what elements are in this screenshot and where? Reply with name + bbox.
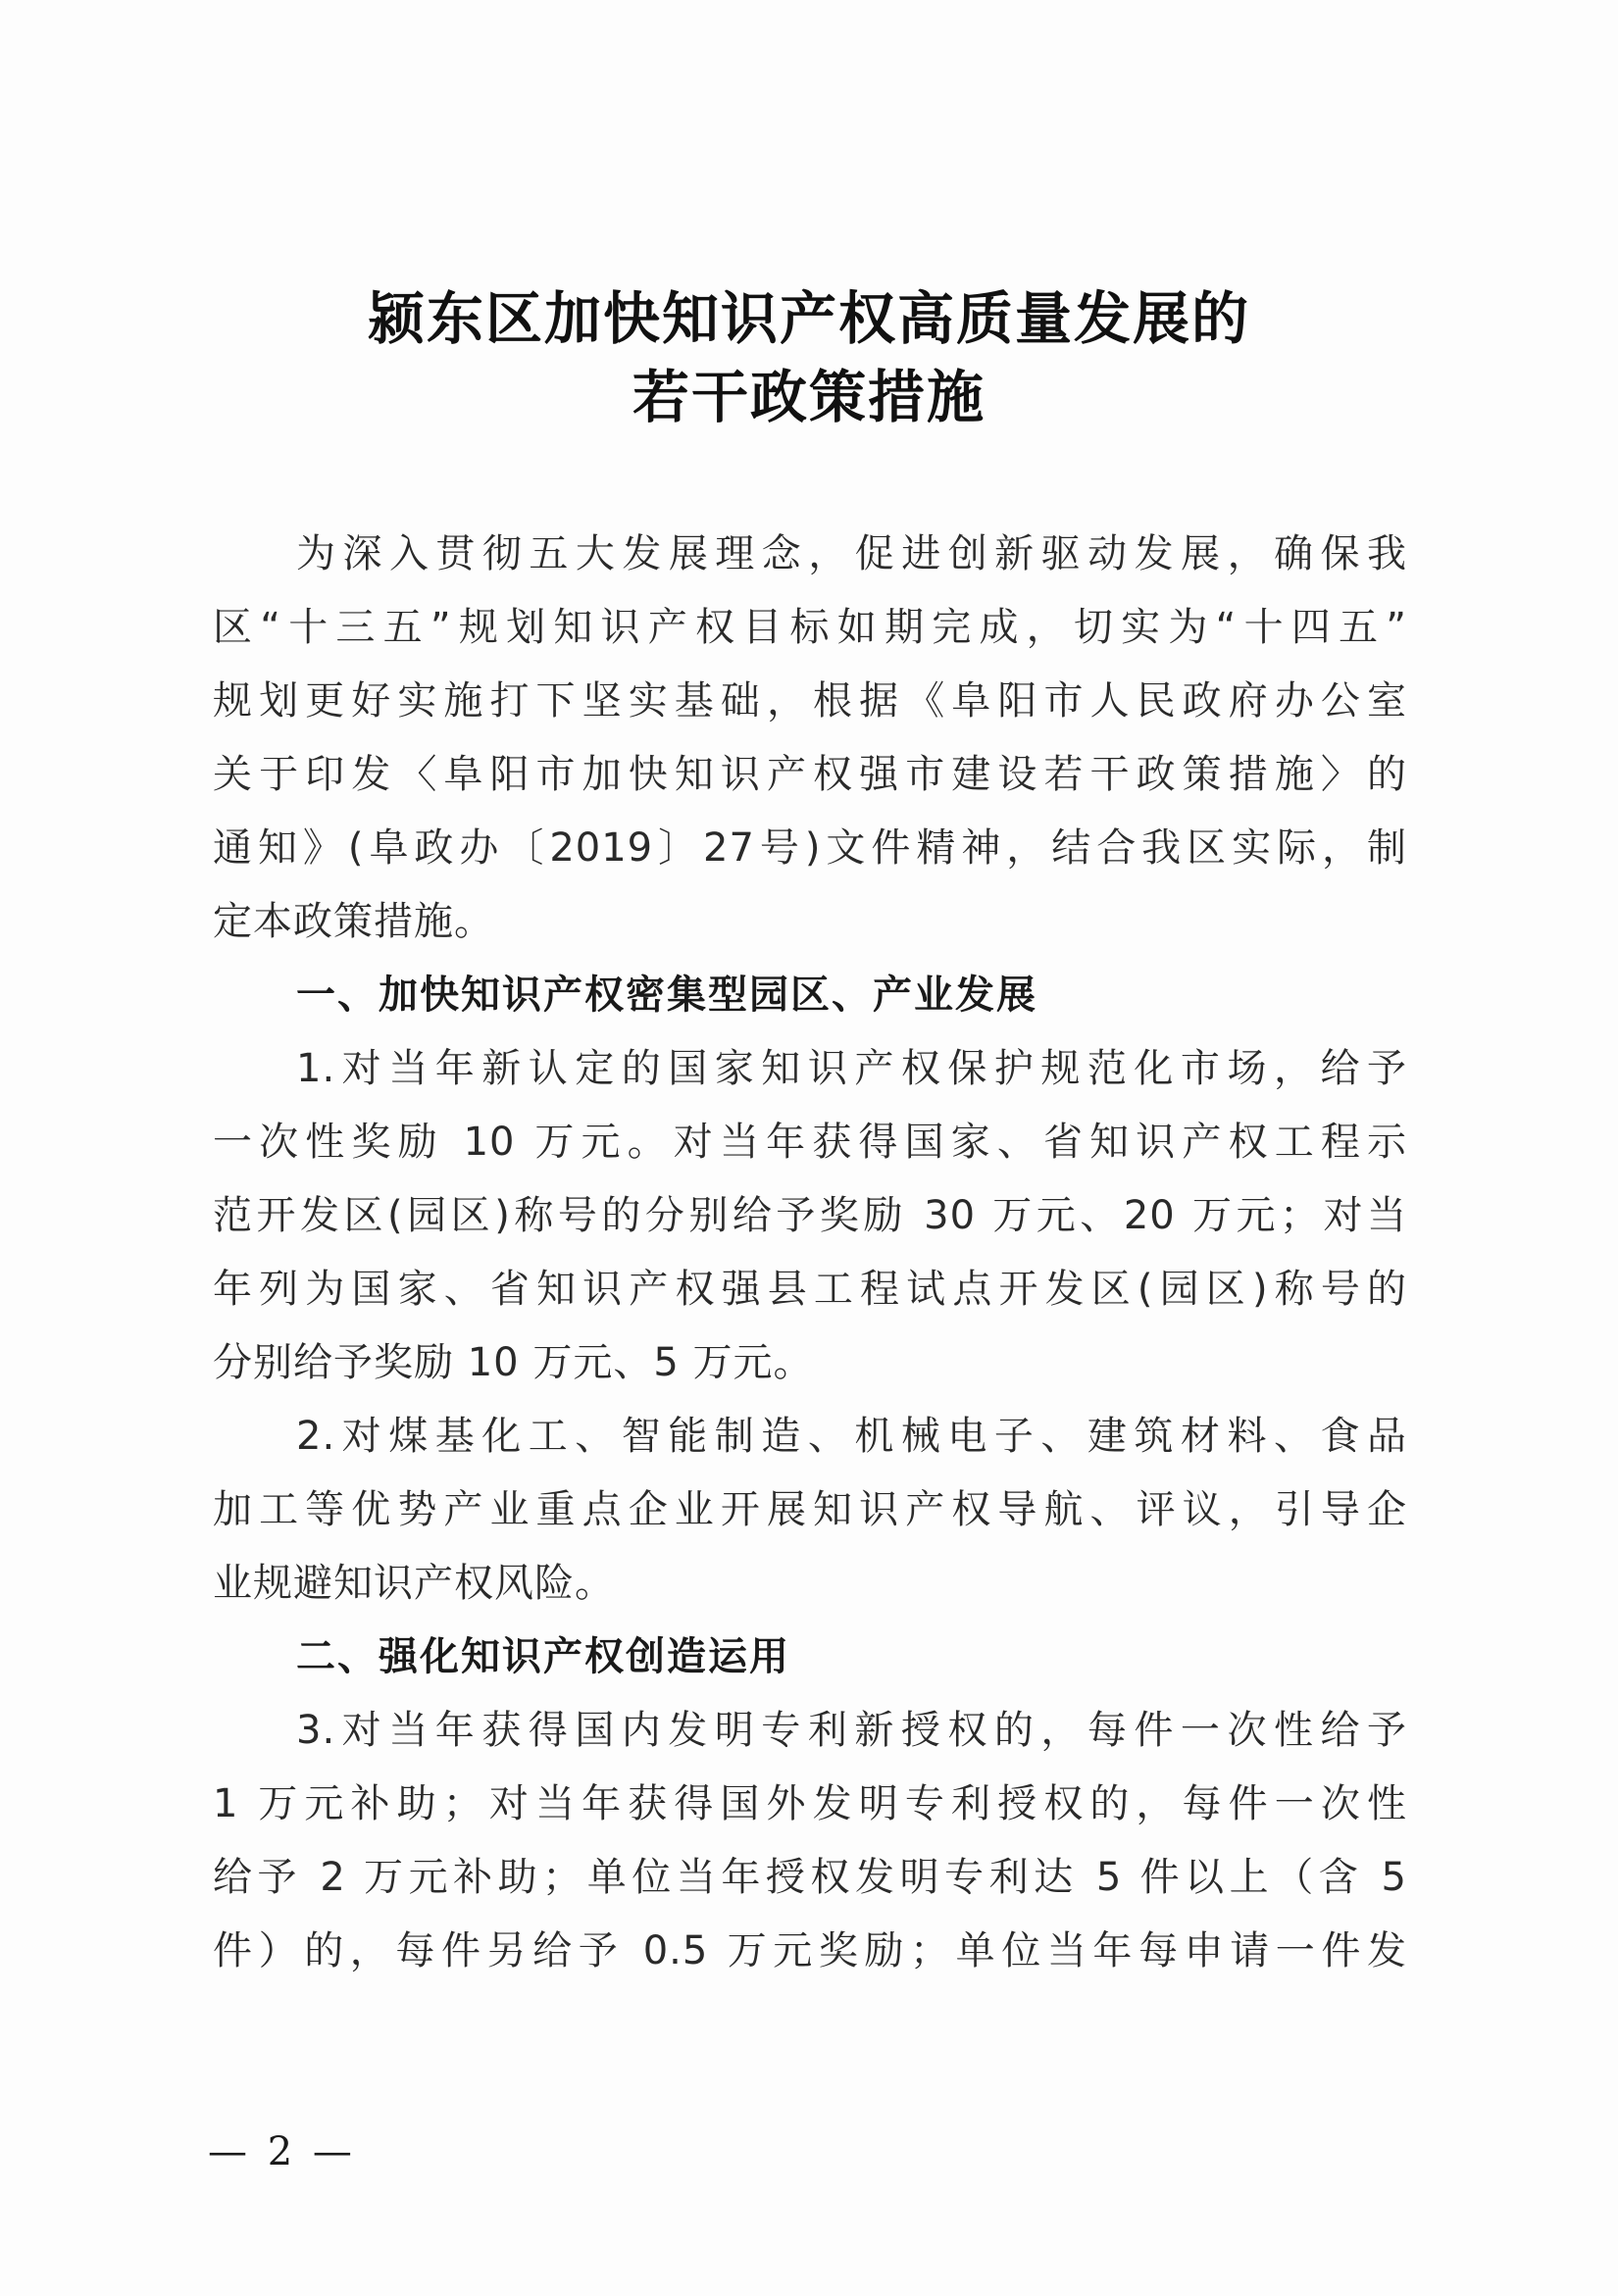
item-2-line-2: 加工等优势产业重点企业开展知识产权导航、评议，引导企 xyxy=(213,1487,1407,1532)
item-2-line-1: 2.对煤基化工、智能制造、机械电子、建筑材料、食品 xyxy=(296,1414,1407,1459)
preamble-line-4: 关于印发〈阜阳市加快知识产权强市建设若干政策措施〉的 xyxy=(213,752,1407,797)
preamble-line-6: 定本政策措施。 xyxy=(213,899,494,944)
item-1-line-2: 一次性奖励 10 万元。对当年获得国家、省知识产权工程示 xyxy=(213,1120,1407,1165)
preamble-line-3: 规划更好实施打下坚实基础，根据《阜阳市人民政府办公室 xyxy=(213,678,1407,724)
preamble-line-2: 区“十三五”规划知识产权目标如期完成，切实为“十四五” xyxy=(213,605,1407,650)
item-2-line-3: 业规避知识产权风险。 xyxy=(213,1561,615,1606)
document-title-line-1: 颍东区加快知识产权高质量发展的 xyxy=(367,285,1250,352)
item-3-line-2: 1 万元补助；对当年获得国外发明专利授权的，每件一次性 xyxy=(213,1781,1407,1826)
item-1-line-1: 1.对当年新认定的国家知识产权保护规范化市场，给予 xyxy=(296,1046,1407,1091)
item-3-line-1: 3.对当年获得国内发明专利新授权的，每件一次性给予 xyxy=(296,1708,1407,1753)
page-number: — 2 — xyxy=(208,2129,356,2174)
document-title-line-2: 若干政策措施 xyxy=(632,364,986,430)
section-heading-1: 一、加快知识产权密集型园区、产业发展 xyxy=(296,973,1037,1018)
preamble-line-1: 为深入贯彻五大发展理念，促进创新驱动发展，确保我 xyxy=(296,531,1407,576)
item-1-line-3: 范开发区(园区)称号的分别给予奖励 30 万元、20 万元；对当 xyxy=(213,1193,1407,1238)
section-heading-2: 二、强化知识产权创造运用 xyxy=(296,1634,790,1679)
preamble-line-5: 通知》(阜政办〔2019〕27号)文件精神，结合我区实际，制 xyxy=(213,825,1407,871)
item-1-line-5: 分别给予奖励 10 万元、5 万元。 xyxy=(213,1340,814,1385)
item-3-line-4: 件）的，每件另给予 0.5 万元奖励；单位当年每申请一件发 xyxy=(213,1928,1407,1973)
item-3-line-3: 给予 2 万元补助；单位当年授权发明专利达 5 件以上（含 5 xyxy=(213,1855,1407,1900)
item-1-line-4: 年列为国家、省知识产权强县工程试点开发区(园区)称号的 xyxy=(213,1267,1407,1312)
